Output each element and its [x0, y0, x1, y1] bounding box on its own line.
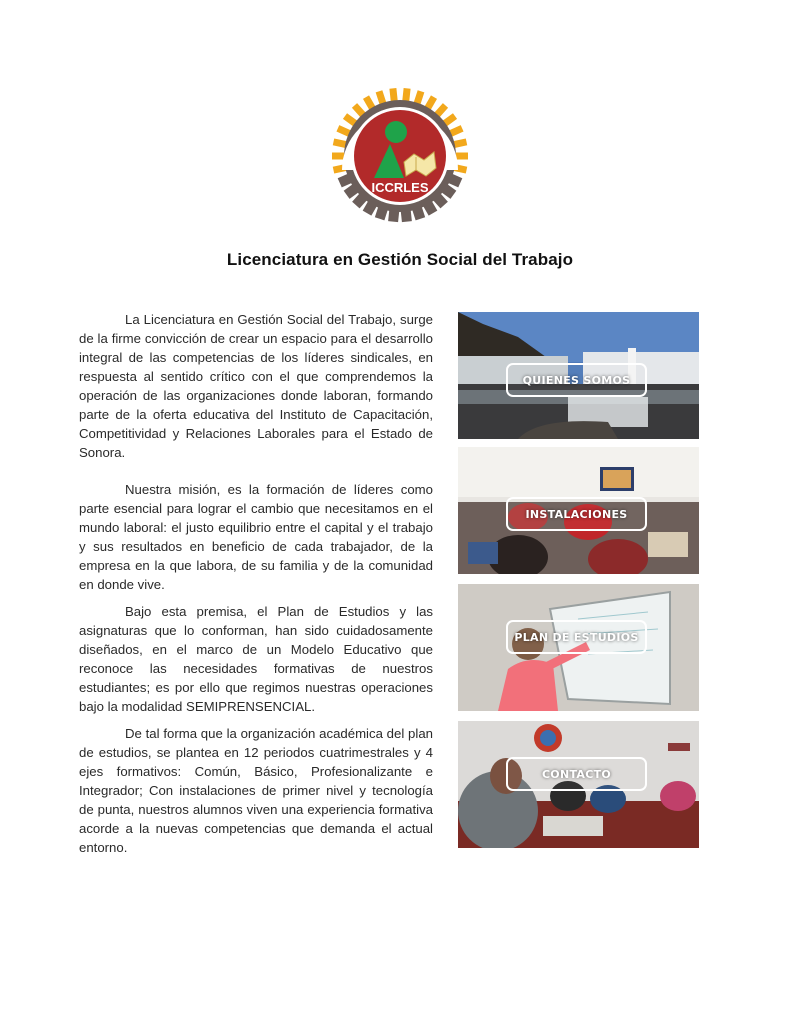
nav-tile-contacto[interactable] [458, 721, 699, 848]
mission-paragraph [79, 480, 433, 594]
paragraph-text: De tal forma que la organización académica del plan de estudios, se plantea en 12 periodos cuatrimestrales y 4 ejes formativos: Común, Básico, Profesionalizante e Integrador; Con instalaciones de primer nivel y tecnología de punta, nuestros alumnos viven una experiencia formativa acorde a la nuevas competencias que demanda el actual entorno. [79, 726, 433, 855]
paragraph-text: Bajo esta premisa, el Plan de Estudios y las asignaturas que lo conforman, han sido cuidadosamente diseñados, en el marco de un Modelo Educativo que reconoce las necesidades formativas de nuestros estudiantes; es por ello que regimos nuestras operaciones bajo la modalidad SEMIPRENSENCIAL. [79, 604, 433, 714]
logo-emblem-icon [330, 88, 470, 230]
intro-paragraph [79, 310, 433, 462]
iccrles-logo [330, 88, 470, 230]
paragraph-text: La Licenciatura en Gestión Social del Trabajo, surge de la firme convicción de crear un espacio para el desarrollo integral de las competencias de los líderes sindicales, en respuesta al sentido crítico con el que comprendemos la operación de las organizaciones donde laboran, formando parte de la oferta educativa del Instituto de Capacitación, Competitividad y Relaciones Laborales para el Estado de Sonora. [79, 312, 433, 460]
logo-gear-tooth [388, 207, 399, 222]
plan-de-estudios-button[interactable]: PLAN DE ESTUDIOS [506, 620, 647, 654]
nav-tile-instalaciones[interactable] [458, 447, 699, 574]
quienes-somos-button[interactable]: QUIENES SOMOS [506, 363, 647, 397]
nav-tile-quienes-somos[interactable] [458, 312, 699, 439]
logo-figure-head [385, 121, 407, 143]
instalaciones-button[interactable]: INSTALACIONES [506, 497, 647, 531]
organization-paragraph [79, 724, 433, 857]
contacto-button[interactable]: CONTACTO [506, 757, 647, 791]
page-title: Licenciatura en Gestión Social del Trabajo [226, 250, 574, 269]
paragraph-text: Nuestra misión, es la formación de líderes como parte esencial para lograr el cambio que necesitamos en el mundo laboral: el justo equilibrio entre el capital y el trabajo y sus resultados en beneficio de cada trabajador, de la empresa en la que labora, de su familia y de la comunidad en donde vive. [79, 482, 433, 592]
logo-text: ICCRLES [371, 180, 429, 195]
nav-tile-plan-de-estudios[interactable] [458, 584, 699, 711]
logo-gear-tooth [400, 207, 411, 222]
study-plan-paragraph [79, 602, 433, 716]
